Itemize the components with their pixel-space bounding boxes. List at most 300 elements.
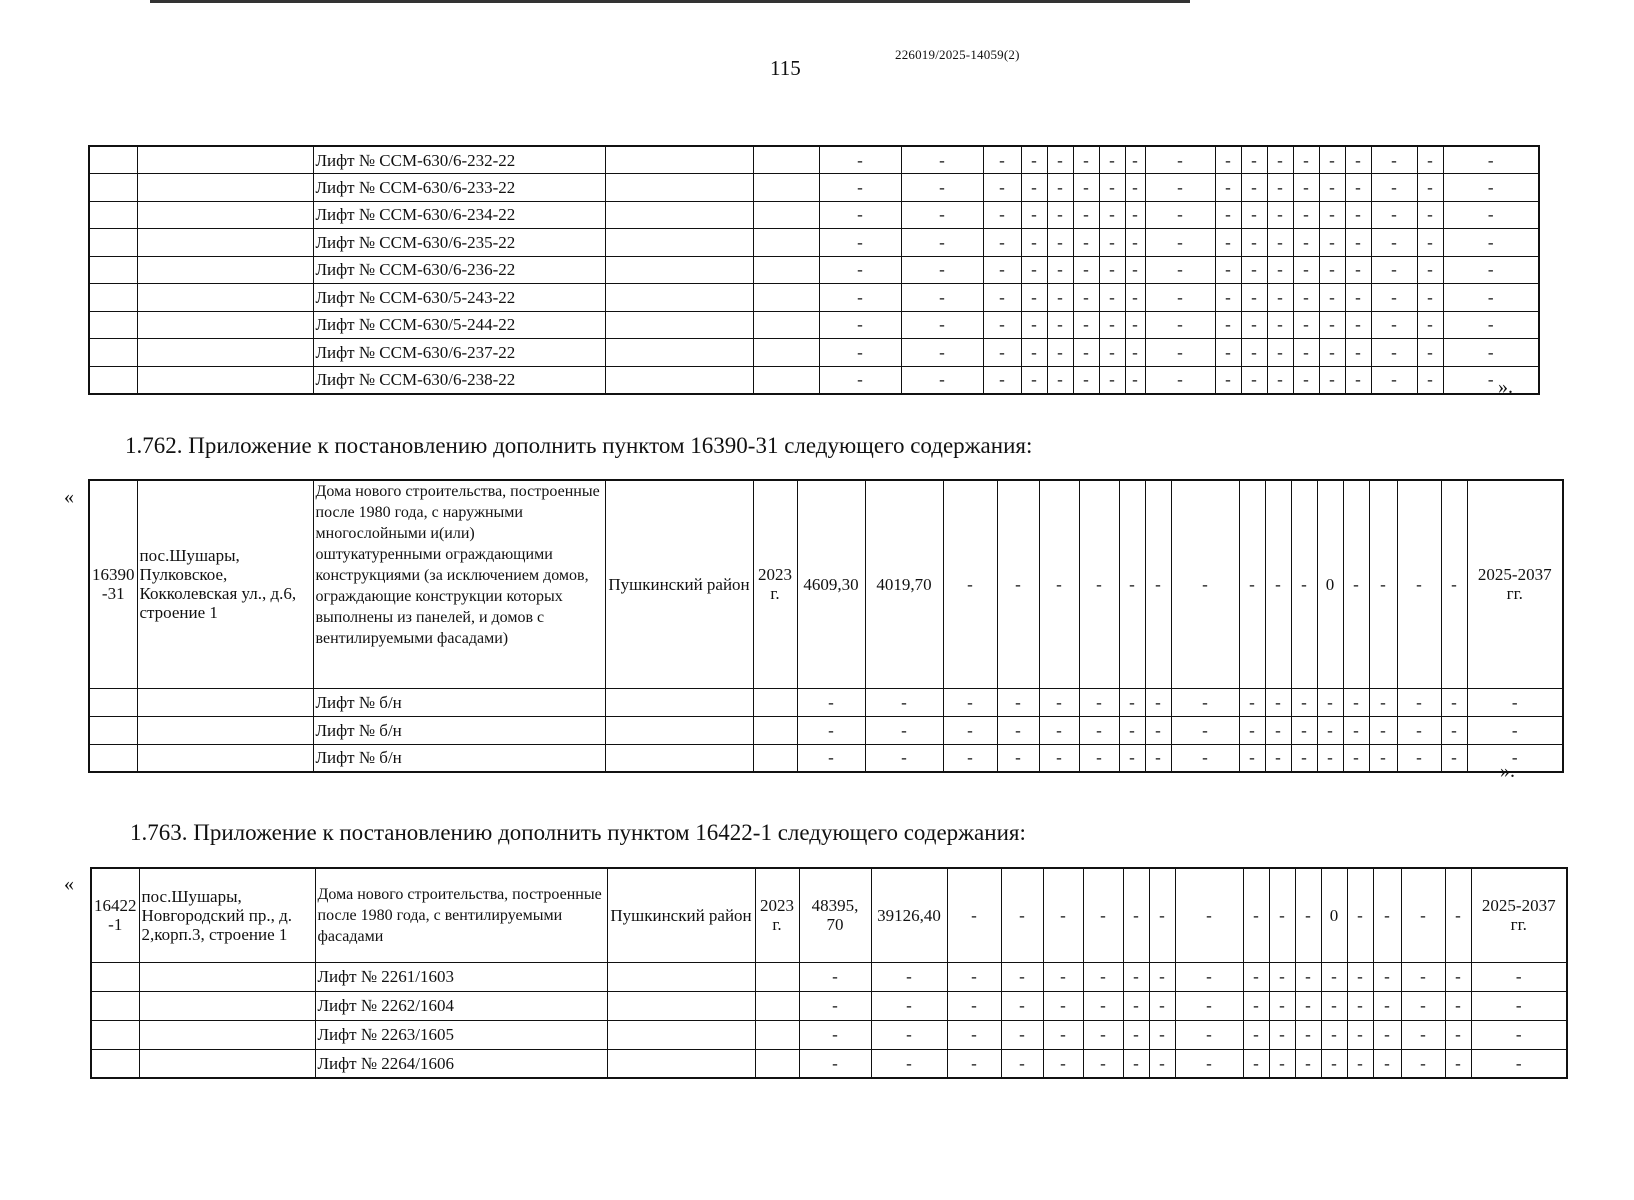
- dash-cell: -: [1321, 991, 1347, 1020]
- dash-cell: -: [1047, 174, 1073, 202]
- dash-cell: -: [983, 284, 1021, 312]
- dash-cell: -: [1319, 229, 1345, 257]
- empty-cell: [753, 311, 819, 339]
- dash-cell: -: [1265, 480, 1291, 688]
- lift-label: Лифт № б/н: [313, 688, 605, 716]
- dash-cell: -: [1471, 1020, 1567, 1049]
- dash-cell: -: [1175, 991, 1243, 1020]
- dash-cell: -: [1371, 201, 1417, 229]
- dash-cell: -: [1123, 868, 1149, 962]
- dash-cell: -: [1373, 962, 1401, 991]
- dash-cell: -: [1125, 201, 1145, 229]
- empty-cell: [137, 284, 313, 312]
- dash-cell: -: [1099, 256, 1125, 284]
- top-rule: [150, 0, 1190, 3]
- dash-cell: -: [1267, 311, 1293, 339]
- dash-cell: -: [1293, 284, 1319, 312]
- lifts-table-continued: [88, 145, 1540, 395]
- dash-cell: -: [1047, 256, 1073, 284]
- empty-cell: [753, 366, 819, 394]
- building-description: Дома нового строительства, построенные после 1980 года, с наружными многослойными и(или) оштукатуренными ограждающими конструкциями (за исключением домов, ограждающие конструкции которых выполнены из панелей, и домов с вентилируемыми фасадами): [313, 480, 605, 688]
- dash-cell: -: [1445, 962, 1471, 991]
- empty-cell: [755, 1049, 799, 1078]
- dash-cell: -: [947, 1020, 1001, 1049]
- dash-cell: -: [1443, 256, 1539, 284]
- dash-cell: -: [983, 174, 1021, 202]
- dash-cell: -: [1171, 744, 1239, 772]
- dash-cell: -: [1043, 991, 1083, 1020]
- dash-cell: -: [1441, 716, 1467, 744]
- dash-cell: -: [1215, 339, 1241, 367]
- closing-quote: ».: [1500, 760, 1515, 782]
- dash-cell: -: [1021, 174, 1047, 202]
- opening-quote: «: [64, 873, 74, 895]
- dash-cell: -: [1083, 868, 1123, 962]
- dash-cell: -: [871, 1049, 947, 1078]
- dash-cell: -: [1047, 311, 1073, 339]
- dash-cell: -: [1119, 688, 1145, 716]
- dash-cell: -: [943, 744, 997, 772]
- dash-cell: -: [1001, 1020, 1043, 1049]
- dash-cell: -: [1417, 284, 1443, 312]
- empty-cell: [605, 174, 753, 202]
- empty-cell: [607, 1049, 755, 1078]
- dash-cell: -: [1369, 744, 1397, 772]
- dash-cell: -: [1047, 146, 1073, 174]
- dash-cell: -: [1149, 1020, 1175, 1049]
- empty-cell: [755, 962, 799, 991]
- dash-cell: -: [819, 311, 901, 339]
- dash-cell: -: [1295, 962, 1321, 991]
- lift-row: [89, 174, 1539, 202]
- dash-cell: -: [871, 1020, 947, 1049]
- dash-cell: -: [1371, 339, 1417, 367]
- dash-cell: -: [1241, 174, 1267, 202]
- dash-cell: -: [1073, 311, 1099, 339]
- dash-cell: -: [997, 480, 1039, 688]
- dash-cell: -: [799, 1049, 871, 1078]
- dash-cell: -: [1265, 716, 1291, 744]
- dash-cell: -: [1215, 366, 1241, 394]
- empty-cell: [89, 311, 137, 339]
- dash-cell: -: [799, 1020, 871, 1049]
- lift-label: Лифт № 2264/1606: [315, 1049, 607, 1078]
- dash-cell: -: [1001, 962, 1043, 991]
- dash-cell: -: [1397, 744, 1441, 772]
- dash-cell: -: [1125, 229, 1145, 257]
- empty-cell: [607, 1020, 755, 1049]
- lift-row: [91, 1020, 1567, 1049]
- address: пос.Шушары, Пулковское, Кокколевская ул., д.6, строение 1: [137, 480, 313, 688]
- dash-cell: -: [1291, 688, 1317, 716]
- dash-cell: -: [983, 311, 1021, 339]
- dash-cell: -: [1269, 1049, 1295, 1078]
- dash-cell: -: [1149, 1049, 1175, 1078]
- dash-cell: -: [1119, 480, 1145, 688]
- dash-cell: -: [1417, 256, 1443, 284]
- lift-label: Лифт № ССМ-630/6-233-22: [313, 174, 605, 202]
- dash-cell: -: [1343, 688, 1369, 716]
- area-living: 4019,70: [865, 480, 943, 688]
- dash-cell: -: [983, 229, 1021, 257]
- dash-cell: -: [1397, 480, 1441, 688]
- dash-cell: -: [1345, 366, 1371, 394]
- dash-cell: -: [1083, 1020, 1123, 1049]
- dash-cell: -: [1443, 284, 1539, 312]
- dash-cell: -: [1021, 366, 1047, 394]
- dash-cell: -: [1021, 201, 1047, 229]
- dash-cell: -: [1001, 1049, 1043, 1078]
- dash-cell: -: [1083, 991, 1123, 1020]
- dash-cell: -: [1319, 146, 1345, 174]
- dash-cell: -: [1443, 366, 1539, 394]
- empty-cell: [605, 284, 753, 312]
- dash-cell: -: [1083, 962, 1123, 991]
- dash-cell: -: [1171, 480, 1239, 688]
- dash-cell: -: [997, 716, 1039, 744]
- dash-cell: -: [1369, 688, 1397, 716]
- dash-cell: -: [1145, 146, 1215, 174]
- dash-cell: -: [1123, 962, 1149, 991]
- dash-cell: -: [1083, 1049, 1123, 1078]
- lift-row: [89, 339, 1539, 367]
- empty-cell: [605, 716, 753, 744]
- dash-cell: -: [1445, 1020, 1471, 1049]
- dash-cell: -: [799, 962, 871, 991]
- empty-cell: [755, 991, 799, 1020]
- lift-label: Лифт № ССМ-630/6-232-22: [313, 146, 605, 174]
- dash-cell: -: [1215, 311, 1241, 339]
- dash-cell: -: [1373, 1020, 1401, 1049]
- dash-cell: -: [1443, 311, 1539, 339]
- dash-cell: -: [1079, 744, 1119, 772]
- empty-cell: [137, 688, 313, 716]
- empty-cell: [605, 744, 753, 772]
- dash-cell: -: [1445, 1049, 1471, 1078]
- dash-cell: -: [1267, 229, 1293, 257]
- dash-cell: -: [1241, 284, 1267, 312]
- empty-cell: [753, 201, 819, 229]
- lift-label: Лифт № ССМ-630/6-235-22: [313, 229, 605, 257]
- dash-cell: -: [1319, 174, 1345, 202]
- dash-cell: -: [1125, 366, 1145, 394]
- dash-cell: -: [1145, 256, 1215, 284]
- dash-cell: -: [1317, 688, 1343, 716]
- dash-cell: -: [1047, 366, 1073, 394]
- dash-cell: -: [1293, 229, 1319, 257]
- period: 2025-2037 гг.: [1467, 480, 1563, 688]
- dash-cell: -: [943, 716, 997, 744]
- dash-cell: -: [1145, 174, 1215, 202]
- dash-cell: -: [1345, 174, 1371, 202]
- dash-cell: -: [1441, 688, 1467, 716]
- dash-cell: -: [1145, 716, 1171, 744]
- dash-cell: -: [1239, 716, 1265, 744]
- dash-cell: -: [1401, 868, 1445, 962]
- dash-cell: -: [819, 256, 901, 284]
- empty-cell: [753, 146, 819, 174]
- dash-cell: -: [1319, 366, 1345, 394]
- dash-cell: -: [1145, 201, 1215, 229]
- empty-cell: [139, 991, 315, 1020]
- dash-cell: -: [901, 339, 983, 367]
- dash-cell: -: [1343, 716, 1369, 744]
- zero-cell: 0: [1321, 868, 1347, 962]
- area-living: 39126,40: [871, 868, 947, 962]
- dash-cell: -: [1125, 174, 1145, 202]
- build-year: 2023 г.: [755, 868, 799, 962]
- dash-cell: -: [871, 991, 947, 1020]
- dash-cell: -: [1319, 311, 1345, 339]
- dash-cell: -: [1099, 146, 1125, 174]
- dash-cell: -: [1079, 480, 1119, 688]
- lift-label: Лифт № ССМ-630/6-234-22: [313, 201, 605, 229]
- dash-cell: -: [1369, 480, 1397, 688]
- empty-cell: [755, 1020, 799, 1049]
- empty-cell: [753, 229, 819, 257]
- dash-cell: -: [1241, 201, 1267, 229]
- section-heading-1763: 1.763. Приложение к постановлению дополнить пунктом 16422-1 следующего содержания:: [130, 820, 1026, 845]
- dash-cell: -: [1145, 688, 1171, 716]
- dash-cell: -: [1073, 229, 1099, 257]
- empty-cell: [139, 1049, 315, 1078]
- dash-cell: -: [819, 146, 901, 174]
- dash-cell: -: [1145, 480, 1171, 688]
- dash-cell: -: [1267, 256, 1293, 284]
- dash-cell: -: [1039, 480, 1079, 688]
- dash-cell: -: [1293, 174, 1319, 202]
- lift-row: [89, 716, 1563, 744]
- dash-cell: -: [1145, 339, 1215, 367]
- dash-cell: -: [1471, 962, 1567, 991]
- dash-cell: -: [1073, 201, 1099, 229]
- lift-label: Лифт № ССМ-630/5-243-22: [313, 284, 605, 312]
- dash-cell: -: [901, 284, 983, 312]
- dash-cell: -: [1347, 1020, 1373, 1049]
- dash-cell: -: [1073, 256, 1099, 284]
- dash-cell: -: [865, 716, 943, 744]
- dash-cell: -: [901, 201, 983, 229]
- lift-row: [89, 744, 1563, 772]
- dash-cell: -: [1021, 146, 1047, 174]
- closing-quote: ».: [1498, 376, 1513, 398]
- dash-cell: -: [1267, 366, 1293, 394]
- dash-cell: -: [819, 366, 901, 394]
- dash-cell: -: [797, 716, 865, 744]
- dash-cell: -: [1293, 146, 1319, 174]
- dash-cell: -: [1343, 744, 1369, 772]
- housing-table-16390-31: [88, 479, 1564, 773]
- dash-cell: -: [797, 744, 865, 772]
- dash-cell: -: [1043, 1020, 1083, 1049]
- dash-cell: -: [1443, 201, 1539, 229]
- dash-cell: -: [1345, 339, 1371, 367]
- dash-cell: -: [1099, 201, 1125, 229]
- dash-cell: -: [1345, 311, 1371, 339]
- dash-cell: -: [799, 991, 871, 1020]
- district: Пушкинский район: [607, 868, 755, 962]
- dash-cell: -: [1265, 744, 1291, 772]
- empty-cell: [89, 229, 137, 257]
- dash-cell: -: [901, 146, 983, 174]
- dash-cell: -: [997, 688, 1039, 716]
- dash-cell: -: [1343, 480, 1369, 688]
- dash-cell: -: [901, 311, 983, 339]
- dash-cell: -: [1467, 744, 1563, 772]
- dash-cell: -: [797, 688, 865, 716]
- dash-cell: -: [1295, 991, 1321, 1020]
- dash-cell: -: [1417, 174, 1443, 202]
- empty-cell: [89, 716, 137, 744]
- dash-cell: -: [1401, 962, 1445, 991]
- dash-cell: -: [819, 174, 901, 202]
- dash-cell: -: [1149, 991, 1175, 1020]
- dash-cell: -: [1443, 229, 1539, 257]
- dash-cell: -: [1291, 480, 1317, 688]
- dash-cell: -: [1443, 339, 1539, 367]
- dash-cell: -: [1417, 229, 1443, 257]
- dash-cell: -: [1239, 688, 1265, 716]
- dash-cell: -: [1119, 744, 1145, 772]
- area-total: 4609,30: [797, 480, 865, 688]
- empty-cell: [605, 229, 753, 257]
- dash-cell: -: [901, 174, 983, 202]
- dash-cell: -: [1319, 256, 1345, 284]
- empty-cell: [89, 146, 137, 174]
- empty-cell: [137, 716, 313, 744]
- lift-label: Лифт № б/н: [313, 744, 605, 772]
- dash-cell: -: [1345, 146, 1371, 174]
- dash-cell: -: [1317, 716, 1343, 744]
- empty-cell: [91, 1049, 139, 1078]
- dash-cell: -: [1371, 311, 1417, 339]
- empty-cell: [753, 716, 797, 744]
- dash-cell: -: [1123, 1020, 1149, 1049]
- dash-cell: -: [947, 1049, 1001, 1078]
- dash-cell: -: [1241, 366, 1267, 394]
- empty-cell: [137, 201, 313, 229]
- document-reference: 226019/2025-14059(2): [895, 47, 1020, 62]
- dash-cell: -: [1319, 339, 1345, 367]
- dash-cell: -: [1441, 480, 1467, 688]
- dash-cell: -: [1371, 229, 1417, 257]
- dash-cell: -: [1123, 1049, 1149, 1078]
- dash-cell: -: [1125, 146, 1145, 174]
- dash-cell: -: [983, 256, 1021, 284]
- dash-cell: -: [1021, 311, 1047, 339]
- dash-cell: -: [1243, 868, 1269, 962]
- dash-cell: -: [1039, 688, 1079, 716]
- dash-cell: -: [1175, 1049, 1243, 1078]
- dash-cell: -: [1267, 174, 1293, 202]
- dash-cell: -: [1099, 339, 1125, 367]
- empty-cell: [137, 174, 313, 202]
- dash-cell: -: [1125, 311, 1145, 339]
- empty-cell: [139, 962, 315, 991]
- empty-cell: [137, 744, 313, 772]
- dash-cell: -: [1269, 991, 1295, 1020]
- lift-row: [89, 688, 1563, 716]
- dash-cell: -: [947, 991, 1001, 1020]
- lift-label: Лифт № 2263/1605: [315, 1020, 607, 1049]
- area-total: 48395, 70: [799, 868, 871, 962]
- empty-cell: [607, 962, 755, 991]
- lift-label: Лифт № ССМ-630/6-236-22: [313, 256, 605, 284]
- build-year: 2023 г.: [753, 480, 797, 688]
- dash-cell: -: [1443, 174, 1539, 202]
- dash-cell: -: [1471, 991, 1567, 1020]
- lift-label: Лифт № ССМ-630/6-238-22: [313, 366, 605, 394]
- dash-cell: -: [1215, 174, 1241, 202]
- dash-cell: -: [1373, 991, 1401, 1020]
- dash-cell: -: [1321, 962, 1347, 991]
- dash-cell: -: [1001, 991, 1043, 1020]
- dash-cell: -: [1073, 339, 1099, 367]
- dash-cell: -: [1073, 366, 1099, 394]
- dash-cell: -: [1443, 146, 1539, 174]
- dash-cell: -: [1149, 962, 1175, 991]
- address: пос.Шушары, Новгородский пр., д. 2,корп.3, строение 1: [139, 868, 315, 962]
- dash-cell: -: [1373, 1049, 1401, 1078]
- dash-cell: -: [1321, 1020, 1347, 1049]
- dash-cell: -: [1441, 744, 1467, 772]
- dash-cell: -: [1445, 991, 1471, 1020]
- lift-label: Лифт № 2261/1603: [315, 962, 607, 991]
- dash-cell: -: [1293, 256, 1319, 284]
- dash-cell: -: [983, 366, 1021, 394]
- dash-cell: -: [1373, 868, 1401, 962]
- empty-cell: [605, 688, 753, 716]
- dash-cell: -: [1021, 284, 1047, 312]
- empty-cell: [89, 339, 137, 367]
- empty-cell: [753, 339, 819, 367]
- dash-cell: -: [1241, 256, 1267, 284]
- dash-cell: -: [997, 744, 1039, 772]
- dash-cell: -: [1079, 688, 1119, 716]
- empty-cell: [753, 174, 819, 202]
- district: Пушкинский район: [605, 480, 753, 688]
- lift-row: [91, 962, 1567, 991]
- dash-cell: -: [1293, 311, 1319, 339]
- lift-label: Лифт № б/н: [313, 716, 605, 744]
- dash-cell: -: [1099, 174, 1125, 202]
- dash-cell: -: [1347, 868, 1373, 962]
- dash-cell: -: [1467, 688, 1563, 716]
- dash-cell: -: [1215, 256, 1241, 284]
- dash-cell: -: [1241, 229, 1267, 257]
- dash-cell: -: [1243, 1049, 1269, 1078]
- dash-cell: -: [1241, 311, 1267, 339]
- lift-row: [89, 256, 1539, 284]
- dash-cell: -: [1347, 991, 1373, 1020]
- dash-cell: -: [1243, 991, 1269, 1020]
- empty-cell: [137, 339, 313, 367]
- housing-table-16422-1: [90, 867, 1568, 1079]
- section-heading-1762: 1.762. Приложение к постановлению дополнить пунктом 16390-31 следующего содержания:: [125, 433, 1033, 458]
- dash-cell: -: [1321, 1049, 1347, 1078]
- dash-cell: -: [1145, 311, 1215, 339]
- dash-cell: -: [1073, 146, 1099, 174]
- dash-cell: -: [865, 688, 943, 716]
- dash-cell: -: [1021, 339, 1047, 367]
- dash-cell: -: [1241, 146, 1267, 174]
- dash-cell: -: [1079, 716, 1119, 744]
- lift-row: [89, 366, 1539, 394]
- dash-cell: -: [1269, 1020, 1295, 1049]
- dash-cell: -: [1039, 716, 1079, 744]
- lift-row: [89, 146, 1539, 174]
- lift-row: [91, 991, 1567, 1020]
